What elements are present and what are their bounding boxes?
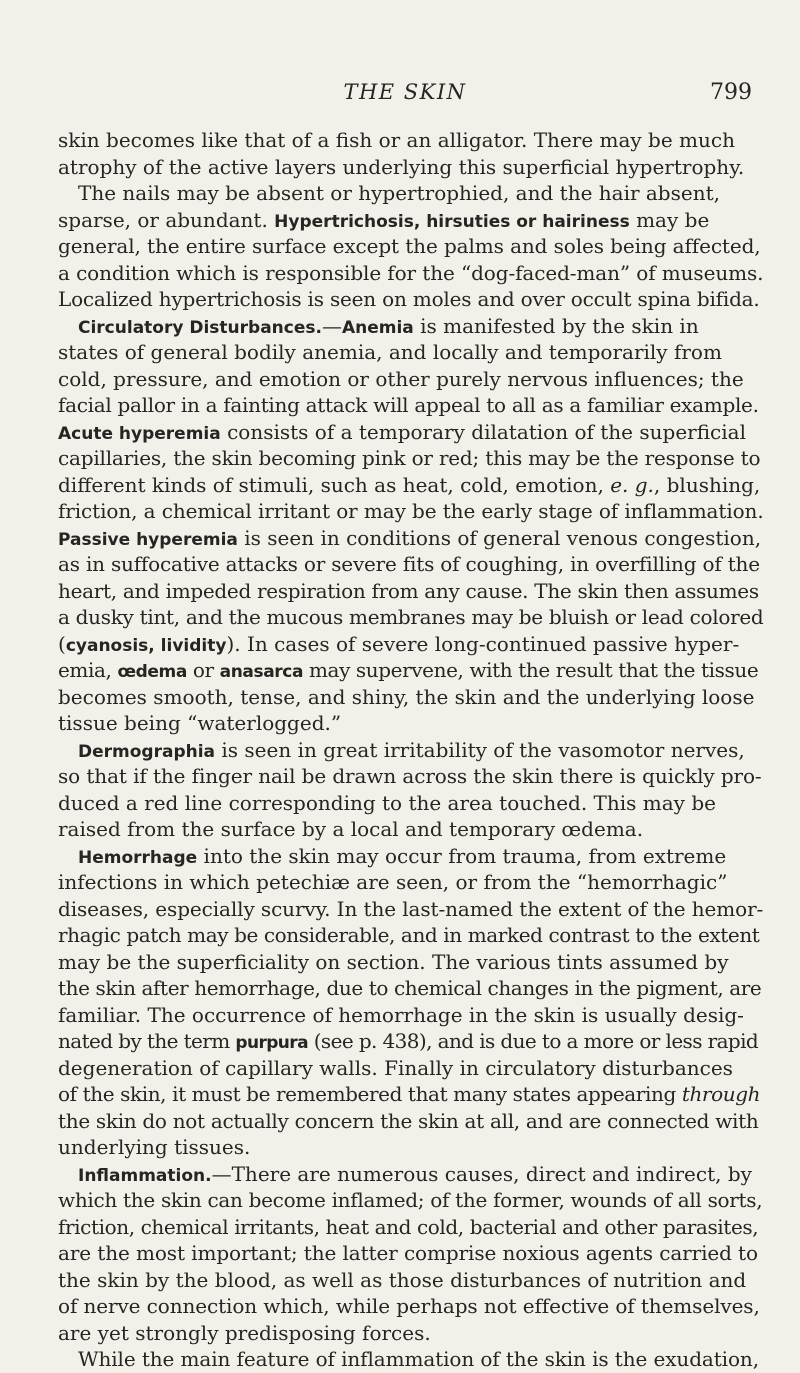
bold-term: Inflammation. <box>78 1165 212 1186</box>
text-line <box>58 1002 764 1029</box>
text-run: —There are numerous causes, direct and indirect, by <box>211 1161 752 1186</box>
text-line <box>58 1240 764 1267</box>
italic-text: through <box>681 1082 761 1106</box>
text-run: are yet strongly predisposing forces. <box>58 1320 431 1345</box>
text-line <box>58 392 764 419</box>
text-run: nated by the term <box>58 1029 236 1053</box>
text-line <box>58 790 764 817</box>
italic-text: e. g. <box>610 472 654 497</box>
bold-term: œdema <box>117 662 187 682</box>
text-line <box>58 816 764 843</box>
text-run: cold, pressure, and emotion or other purely nervous influences; the <box>58 366 744 391</box>
text-run: is manifested by the skin in <box>413 313 699 338</box>
page-number: 799 <box>710 80 752 105</box>
text-run: raised from the surface by a local and temporary œdema. <box>58 817 644 841</box>
text-line <box>58 657 764 684</box>
text-run: of nerve connection which, while perhaps not effective of themselves, <box>58 1294 760 1318</box>
text-line <box>58 631 764 658</box>
text-run: a dusky tint, and the mucous membranes may be bluish or lead colored <box>58 605 764 629</box>
text-run: emia, <box>58 658 118 682</box>
text-run: are the most important; the latter comprise noxious agents carried to <box>58 1241 758 1265</box>
text-line <box>58 604 764 631</box>
text-line <box>58 525 764 552</box>
bold-term: purpura <box>235 1033 308 1053</box>
text-line <box>58 366 764 393</box>
text-line <box>58 896 764 923</box>
text-line <box>58 313 764 340</box>
text-line <box>58 578 764 605</box>
text-line <box>58 922 764 949</box>
text-run: is seen in conditions of general venous congestion, <box>237 525 762 550</box>
text-line <box>58 498 764 525</box>
text-run: tissue being “waterlogged.” <box>58 711 342 735</box>
text-line <box>58 551 764 578</box>
text-line <box>58 1055 764 1082</box>
bold-term: Passive hyperemia <box>58 529 238 550</box>
text-line <box>58 843 764 870</box>
text-line <box>58 869 764 896</box>
text-line <box>58 154 764 181</box>
text-run: friction, chemical irritants, heat and cold, bacterial and other parasites, <box>58 1214 759 1239</box>
text-run: a condition which is responsible for the “dog-faced-man” of museums. <box>58 260 764 285</box>
text-run: heart, and impeded respiration from any cause. The skin then assumes <box>58 578 759 603</box>
text-line <box>58 763 764 790</box>
text-run: sparse, or abundant. <box>58 207 275 232</box>
text-line <box>58 1293 764 1320</box>
text-run: the skin do not actually concern the skin at all, and are connected with <box>58 1108 759 1133</box>
text-run: the skin by the blood, as well as those disturbances of nutrition and <box>58 1267 747 1292</box>
text-run: so that if the finger nail be drawn across the skin there is quickly pro- <box>58 764 762 788</box>
bold-term: Dermographia <box>78 741 216 762</box>
text-run: is seen in great irritability of the vasomotor nerves, <box>215 737 745 762</box>
text-line <box>58 339 764 366</box>
text-run: underlying tissues. <box>58 1135 251 1159</box>
text-run: skin becomes like that of a fish or an alligator. There may be much <box>58 128 735 152</box>
text-run: capillaries, the skin becoming pink or red; this may be the response to <box>58 446 761 470</box>
text-run: diseases, especially scurvy. In the last-named the extent of the hemor- <box>58 896 764 921</box>
text-line <box>58 445 764 472</box>
text-line <box>58 1320 764 1347</box>
text-run: consists of a temporary dilatation of the superficial <box>220 419 746 444</box>
text-run: (see p. 438), and is due to a more or less rapid <box>307 1029 759 1053</box>
text-run: rhagic patch may be considerable, and in marked contrast to the extent <box>58 923 760 947</box>
text-line <box>58 1028 764 1055</box>
text-run: the skin after hemorrhage, due to chemical changes in the pigment, are <box>58 976 762 1000</box>
bold-term: Acute hyperemia <box>58 423 221 444</box>
text-line <box>58 737 764 764</box>
text-run: degeneration of capillary walls. Finally in circulatory disturbances <box>58 1055 733 1080</box>
text-line <box>58 1187 764 1214</box>
text-line <box>58 949 764 976</box>
text-run: ( <box>58 631 66 656</box>
text-run: duced a red line corresponding to the area touched. This may be <box>58 790 716 815</box>
text-run: may be <box>629 207 710 232</box>
text-run: states of general bodily anemia, and locally and temporarily from <box>58 340 722 364</box>
body-text <box>58 127 764 1373</box>
bold-term: anasarca <box>219 662 304 682</box>
text-run: may be the superficiality on section. The various tints assumed by <box>58 949 729 974</box>
text-run: friction, a chemical irritant or may be the early stage of inflammation. <box>58 499 764 523</box>
text-run: While the main feature of inflammation of the skin is the exudation, <box>78 1347 759 1371</box>
text-line <box>58 180 764 207</box>
bold-term: Circulatory Disturbances. <box>78 317 322 338</box>
text-line <box>58 472 764 499</box>
text-line <box>58 260 764 287</box>
text-run: into the skin may occur from trauma, from extreme <box>197 843 727 868</box>
text-line <box>58 233 764 260</box>
text-line <box>58 1346 764 1373</box>
text-run: infections in which petechiæ are seen, or from the “hemorrhagic” <box>58 870 728 894</box>
text-run: of the skin, it must be remembered that many states appearing <box>58 1082 682 1106</box>
text-run: Localized hypertrichosis is seen on moles and over occult spina bifida. <box>58 287 760 311</box>
text-line <box>58 1161 764 1188</box>
text-line <box>58 1081 764 1108</box>
text-run: atrophy of the active layers underlying this superficial hypertrophy. <box>58 154 745 179</box>
running-title: THE SKIN <box>343 80 467 104</box>
text-line <box>58 710 764 737</box>
text-run: The nails may be absent or hypertrophied, and the hair absent, <box>78 181 720 205</box>
text-run: familiar. The occurrence of hemorrhage in the skin is usually desig- <box>58 1002 744 1027</box>
bold-term: Hypertrichosis, hirsuties or hairiness <box>274 211 630 232</box>
bold-term: cyanosis, lividity <box>65 635 227 656</box>
text-line <box>58 127 764 154</box>
text-line <box>58 207 764 234</box>
text-run: — <box>321 313 342 338</box>
text-run: different kinds of stimuli, such as heat, cold, emotion, <box>58 472 611 497</box>
text-line <box>58 286 764 313</box>
text-line <box>58 419 764 446</box>
text-run: as in suffocative attacks or severe fits of coughing, in overfilling of the <box>58 552 760 576</box>
text-run: general, the entire surface except the palms and soles being affected, <box>58 234 761 258</box>
text-run: ). In cases of severe long-continued passive hyper- <box>226 631 740 656</box>
text-line <box>58 975 764 1002</box>
text-run: or <box>186 658 220 682</box>
text-run: becomes smooth, tense, and shiny, the skin and the underlying loose <box>58 684 755 709</box>
text-run: , blushing, <box>653 472 761 497</box>
running-head <box>58 80 752 112</box>
text-line <box>58 1134 764 1161</box>
text-line <box>58 1108 764 1135</box>
bold-term: Anemia <box>341 317 414 338</box>
text-run: may supervene, with the result that the tissue <box>303 658 759 682</box>
text-run: which the skin can become inflamed; of the former, wounds of all sorts, <box>58 1188 763 1212</box>
text-run: facial pallor in a fainting attack will appeal to all as a familiar example. <box>58 393 759 417</box>
text-line <box>58 1267 764 1294</box>
text-line <box>58 684 764 711</box>
bold-term: Hemorrhage <box>78 847 198 868</box>
text-line <box>58 1214 764 1241</box>
